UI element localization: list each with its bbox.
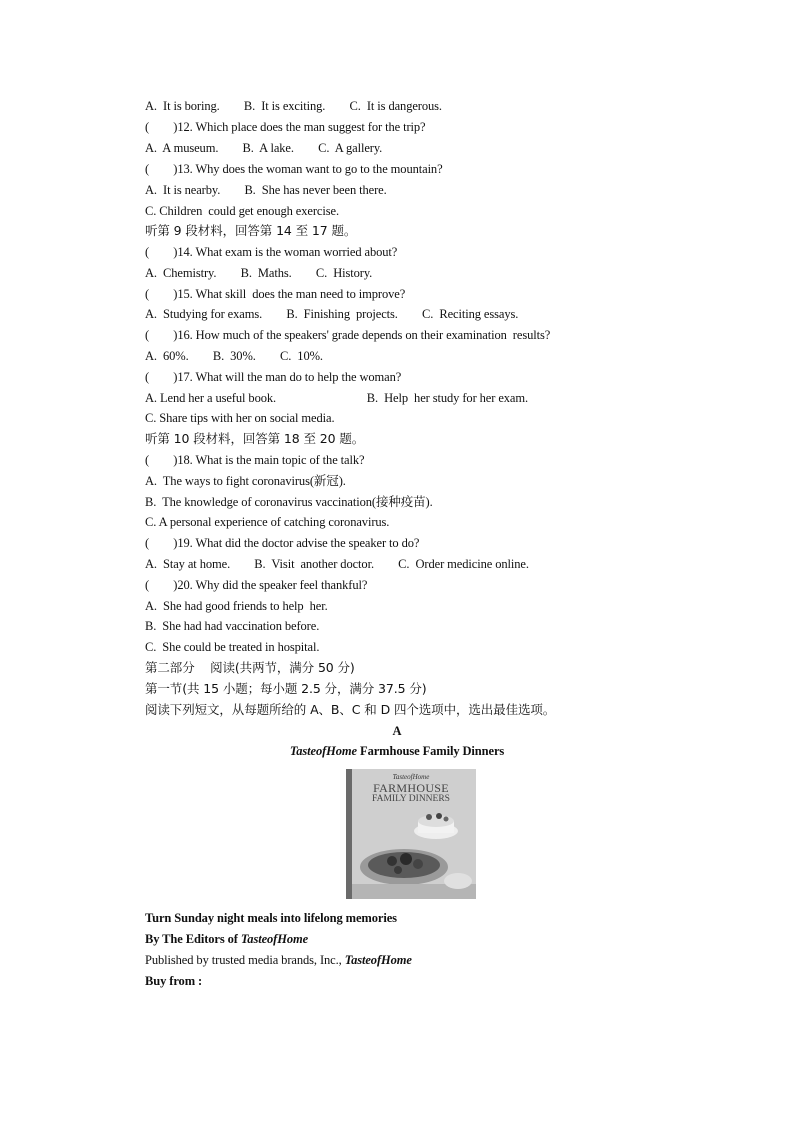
- text-line: A. 60%. B. 30%. C. 10%.: [145, 349, 323, 363]
- text-line: A. She had good friends to help her.: [145, 599, 328, 613]
- book-byline: [145, 931, 308, 947]
- text-line: A. It is boring. B. It is exciting. C. It is dangerous.: [145, 99, 442, 113]
- text-line: 阅读下列短文，从每题所给的 A、B、C 和 D 四个选项中，选出最佳选项。: [145, 702, 556, 717]
- text-line: ( )19. What did the doctor advise the speaker to do?: [145, 536, 420, 550]
- text-line: ( )16. How much of the speakers' grade depends on their examination results?: [145, 328, 551, 342]
- cover-food-photo: [346, 769, 476, 899]
- book-title: [0, 743, 794, 759]
- cover-title-line1: FARMHOUSE: [373, 781, 449, 795]
- buy-from-label: Buy from :: [145, 974, 203, 988]
- text-line: C. Share tips with her on social media.: [145, 411, 335, 425]
- text-line: ( )13. Why does the woman want to go to the mountain?: [145, 162, 443, 176]
- publisher-prefix: Published by trusted media brands, Inc.,: [145, 953, 345, 967]
- text-line: 听第 10 段材料，回答第 18 至 20 题。: [145, 431, 365, 446]
- book-tagline: Turn Sunday night meals into lifelong memories: [145, 911, 397, 925]
- text-line: A. A museum. B. A lake. C. A gallery.: [145, 141, 383, 155]
- text-line: A. The ways to fight coronavirus(新冠).: [145, 474, 346, 488]
- text-line: ( )12. Which place does the man suggest for the trip?: [145, 120, 426, 134]
- text-line: ( )18. What is the main topic of the talk?: [145, 453, 365, 467]
- text-line: B. She had had vaccination before.: [145, 619, 320, 633]
- text-line: C. A personal experience of catching coronavirus.: [145, 515, 390, 529]
- text-line: 第一节(共 15 小题；每小题 2.5 分，满分 37.5 分): [145, 681, 427, 696]
- text-line: ( )14. What exam is the woman worried about?: [145, 245, 398, 259]
- section-letter: A: [392, 724, 402, 738]
- text-line: ( )17. What will the man do to help the woman?: [145, 370, 402, 384]
- text-line: A. Studying for exams. B. Finishing projects. C. Reciting essays.: [145, 307, 519, 321]
- text-line: C. She could be treated in hospital.: [145, 640, 320, 654]
- publisher-brand: TasteofHome: [344, 953, 412, 967]
- text-line: ( )20. Why did the speaker feel thankful?: [145, 578, 368, 592]
- text-line: A. Lend her a useful book. B. Help her study for her exam.: [145, 391, 529, 405]
- book-cover-image: [346, 769, 476, 899]
- cover-title-line2: FAMILY DINNERS: [372, 794, 450, 804]
- text-line: 第二部分 阅读(共两节，满分 50 分): [145, 660, 355, 675]
- book-title-rest: Farmhouse Family Dinners: [357, 744, 505, 758]
- text-line: A. Chemistry. B. Maths. C. History.: [145, 266, 373, 280]
- byline-prefix: By The Editors of: [145, 932, 241, 946]
- book-publisher: [145, 952, 412, 968]
- text-line: B. The knowledge of coronavirus vaccination(接种疫苗).: [145, 495, 433, 509]
- text-line: 听第 9 段材料，回答第 14 至 17 题。: [145, 223, 357, 238]
- book-title-brand: TasteofHome: [289, 744, 358, 758]
- byline-brand: TasteofHome: [240, 932, 309, 946]
- text-line: A. It is nearby. B. She has never been there.: [145, 183, 387, 197]
- cover-brand: TasteofHome: [392, 773, 430, 781]
- text-line: C. Children could get enough exercise.: [145, 204, 339, 218]
- text-line: ( )15. What skill does the man need to improve?: [145, 287, 406, 301]
- text-line: A. Stay at home. B. Visit another doctor. C. Order medicine online.: [145, 557, 529, 571]
